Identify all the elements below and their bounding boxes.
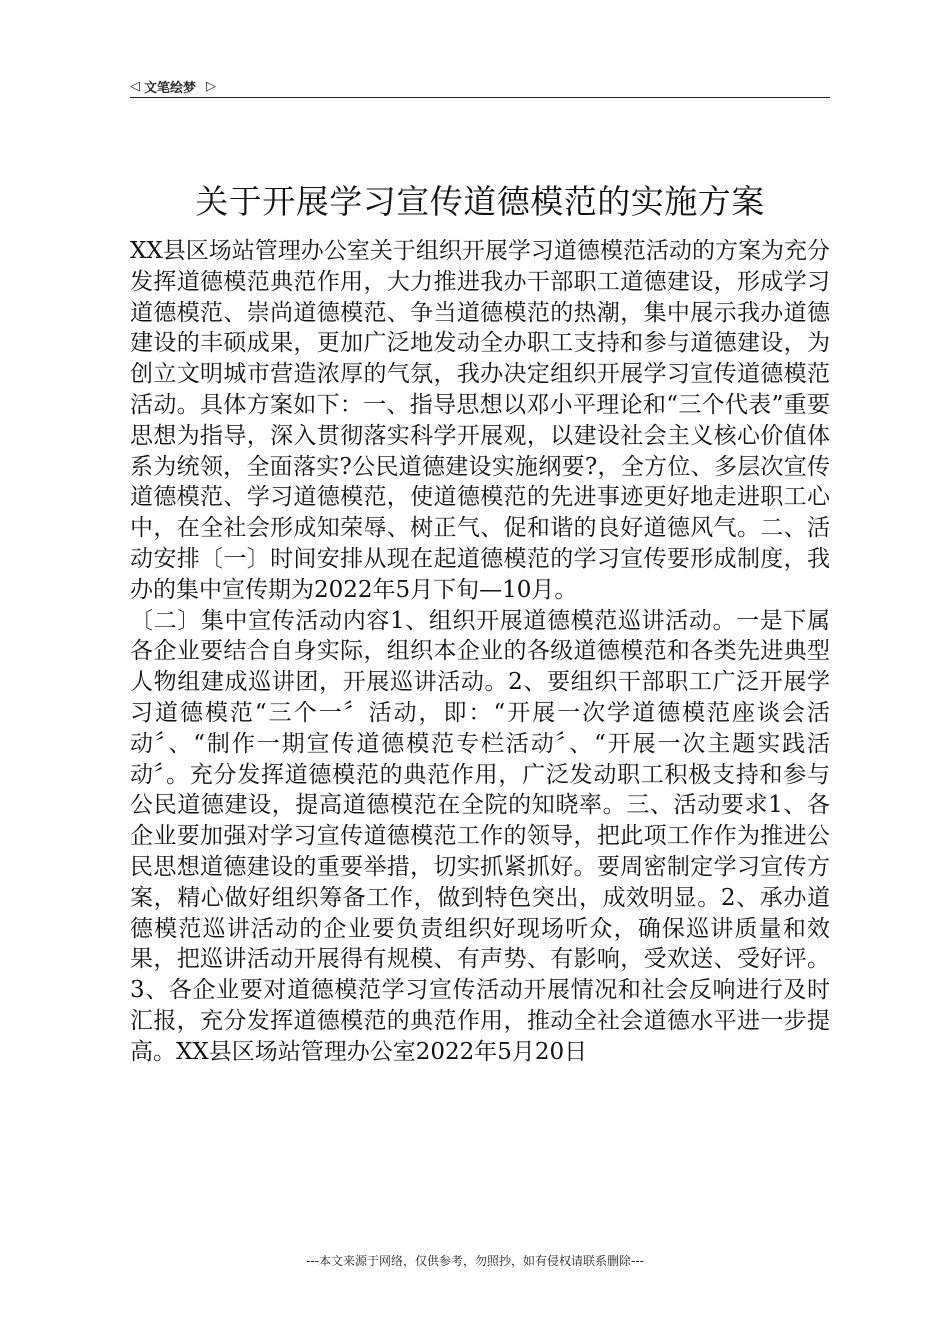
header-brand: 文笔绘梦 — [144, 80, 197, 96]
header-divider — [130, 97, 830, 98]
right-triangle-icon: ▷ — [206, 78, 217, 94]
body-paragraph-2: 〔二〕集中宣传活动内容1、组织开展道德模范巡讲活动。一是下属各企业要结合自身实际，组织本企业的各级道德模范和各类先进典型人物组建成巡讲团，开展巡讲活动。2、要组织干部职工广泛开展学习道德模范“三个一〞活动，即：“开展一次学道德模范座谈会活动〞、“制作一期宣传道德模范专栏活动〞、“开展一次主题实践活动〞。充分发挥道德模范的典范作用，广泛发动职工积极支持和参与公民道德建设，提高道德模范在全院的知晓率。三、活动要求1、各企业要加强对学习宣传道德模范工作的领导，把此项工作作为推进公民思想道德建设的重要举措，切实抓紧抓好。要周密制定学习宣传方案，精心做好组织筹备工作，做到特色突出，成效明显。2、承办道德模范巡讲活动的企业要负责组织好现场听众，确保巡讲质量和效果，把巡讲活动开展得有规模、有声势、有影响，受欢送、受好评。3、各企业要对道德模范学习宣传活动开展情况和社会反响进行及时汇报，充分发挥道德模范的典范作用，推动全社会道德水平进一步提高。XX县区场站管理办公室2022年5月20日 — [130, 607, 830, 1065]
left-triangle-icon: ◁ — [130, 78, 140, 94]
document-body — [130, 236, 830, 1068]
page-footer: ---本文来源于网络，仅供参考，勿照抄，如有侵权请联系删除--- — [306, 1254, 644, 1268]
body-paragraph-1: XX县区场站管理办公室关于组织开展学习道德模范活动的方案为充分发挥道德模范典范作用，大力推进我办干部职工道德建设，形成学习道德模范、崇尚道德模范、争当道德模范的热潮，集中展示我办道德建设的丰硕成果，更加广泛地发动全办职工支持和参与道德建设，为创立文明城市营造浓厚的气氛，我办决定组织开展学习宣传道德模范活动。具体方案如下：一、指导思想以邓小平理论和“三个代表”重要思想为指导，深入贯彻落实科学开展观，以建设社会主义核心价值体系为统领，全面落实?公民道德建设实施纲要?，全方位、多层次宣传道德模范、学习道德模范，使道德模范的先进事迹更好地走进职工心中，在全社会形成知荣辱、树正气、促和谐的良好道德风气。二、活动安排〔一〕时间安排从现在起道德模范的学习宣传要形成制度，我办的集中宣传期为2022年5月下旬—10月。 — [130, 238, 830, 603]
document-title: 关于开展学习宣传道德模范的实施方案 — [195, 182, 765, 221]
page-header — [130, 76, 830, 96]
